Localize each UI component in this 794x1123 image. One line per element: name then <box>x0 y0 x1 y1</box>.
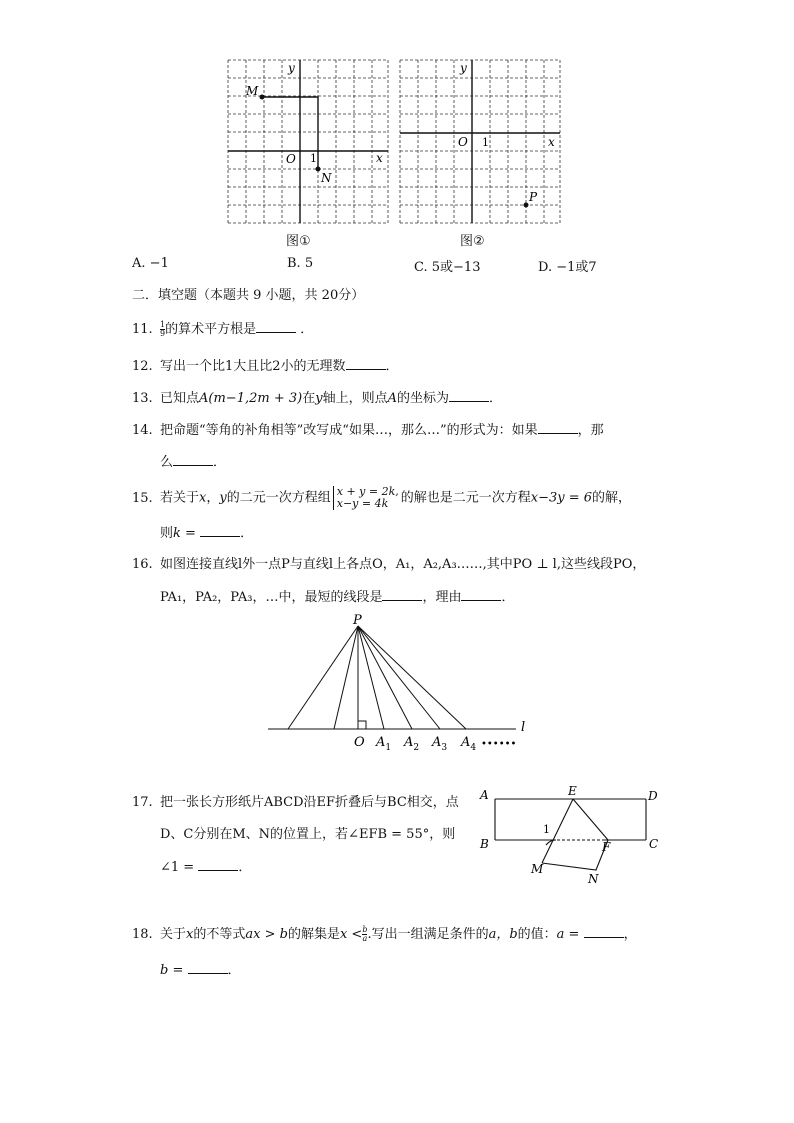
fig16-l-label: l <box>521 720 526 735</box>
fig16-a3-label: $A_3$ <box>432 735 448 753</box>
question-17-line-3: ∠1 = ． <box>160 860 252 875</box>
fig2-x-label: x <box>548 135 555 149</box>
fig2-origin-label: O <box>458 135 468 149</box>
fig1-point-n-label: N <box>321 171 332 185</box>
fig16-dots: •••••• <box>481 739 517 750</box>
fig2-point-p-label: P <box>529 190 538 204</box>
fig17-n-label: N <box>588 872 599 886</box>
figure-1-grid <box>226 58 390 226</box>
fig1-y-label: y <box>288 61 295 75</box>
section-title: 二．填空题（本题共 9 小题，共 20分） <box>132 288 365 303</box>
option-a: A. −1 <box>132 256 169 271</box>
question-17-line-2: D、C分别在M、N的位置上，若∠EFB = 55°，则 <box>160 827 456 842</box>
fig1-one-label: 1 <box>310 152 317 165</box>
fig1-x-label: x <box>376 151 383 165</box>
question-17-line-1: 17. 把一张长方形纸片ABCD沿EF折叠后与BC相交，点 <box>132 795 459 810</box>
question-11: 11. $\frac{1}{9}$ 的算术平方根是 ． <box>132 320 314 338</box>
question-16-line-2: PA₁，PA₂，PA₃，…中，最短的线段是 ，理由 ． <box>160 590 515 605</box>
fig17-a-label: A <box>480 788 489 802</box>
fig16-a1-label: $A_1$ <box>376 735 392 753</box>
question-16-line-1: 16. 如图连接直线l外一点P与直线l上各点O，A₁，A₂,A₃……,其中PO ⊥ l,这些线段PO， <box>132 557 646 572</box>
fig1-origin-label: O <box>286 152 296 166</box>
fig1-point-m-label: M <box>246 84 259 98</box>
fig17-c-label: C <box>649 837 659 851</box>
question-15-line-1: 15. 若关于x，y的二元一次方程组 x + y = 2k, x−y = 4k 的解也是二元一次方程x−3y = 6的解， <box>132 485 632 510</box>
fig2-one-label: 1 <box>482 136 489 149</box>
figure-16 <box>260 610 540 760</box>
option-c: C. 5或−13 <box>414 260 481 275</box>
question-12: 12. 写出一个比1大且比2小的无理数 ． <box>132 359 399 374</box>
fig16-o-label: O <box>354 735 365 750</box>
question-18-line-2: b = ． <box>160 963 241 978</box>
figure-1-caption: 图① <box>286 234 311 249</box>
option-d: D. −1或7 <box>538 260 597 275</box>
question-15-line-2: 则k = ． <box>160 526 254 541</box>
figure-17 <box>476 783 666 893</box>
fig17-d-label: D <box>648 789 658 803</box>
question-13: 13. 已知点A(m−1,2m + 3)在y轴上，则点A的坐标为 ． <box>132 391 503 406</box>
fig16-a4-label: $A_4$ <box>461 735 477 753</box>
question-18-line-1: 18. 关于x的不等式ax > b的解集是x < $\frac{b}{a}$ .写出一组满足条件的a，b的值：a = ， <box>132 925 637 943</box>
fig2-y-label: y <box>460 61 467 75</box>
figure-2-grid <box>398 58 562 226</box>
question-14-line-1: 14. 把命题“等角的补角相等”改写成“如果…，那么…”的形式为：如果 ，那 <box>132 423 604 438</box>
figure-2-caption: 图② <box>460 234 485 249</box>
fig17-angle-1-label: 1 <box>543 823 550 836</box>
fig17-b-label: B <box>480 837 489 851</box>
fig17-e-label: E <box>568 784 577 798</box>
fig17-f-label: F <box>602 840 611 854</box>
fig16-p-label: P <box>353 613 362 628</box>
option-b: B. 5 <box>287 256 314 271</box>
question-14-line-2: 么 ． <box>160 455 227 470</box>
fig17-m-label: M <box>531 862 544 876</box>
fig16-a2-label: $A_2$ <box>404 735 420 753</box>
